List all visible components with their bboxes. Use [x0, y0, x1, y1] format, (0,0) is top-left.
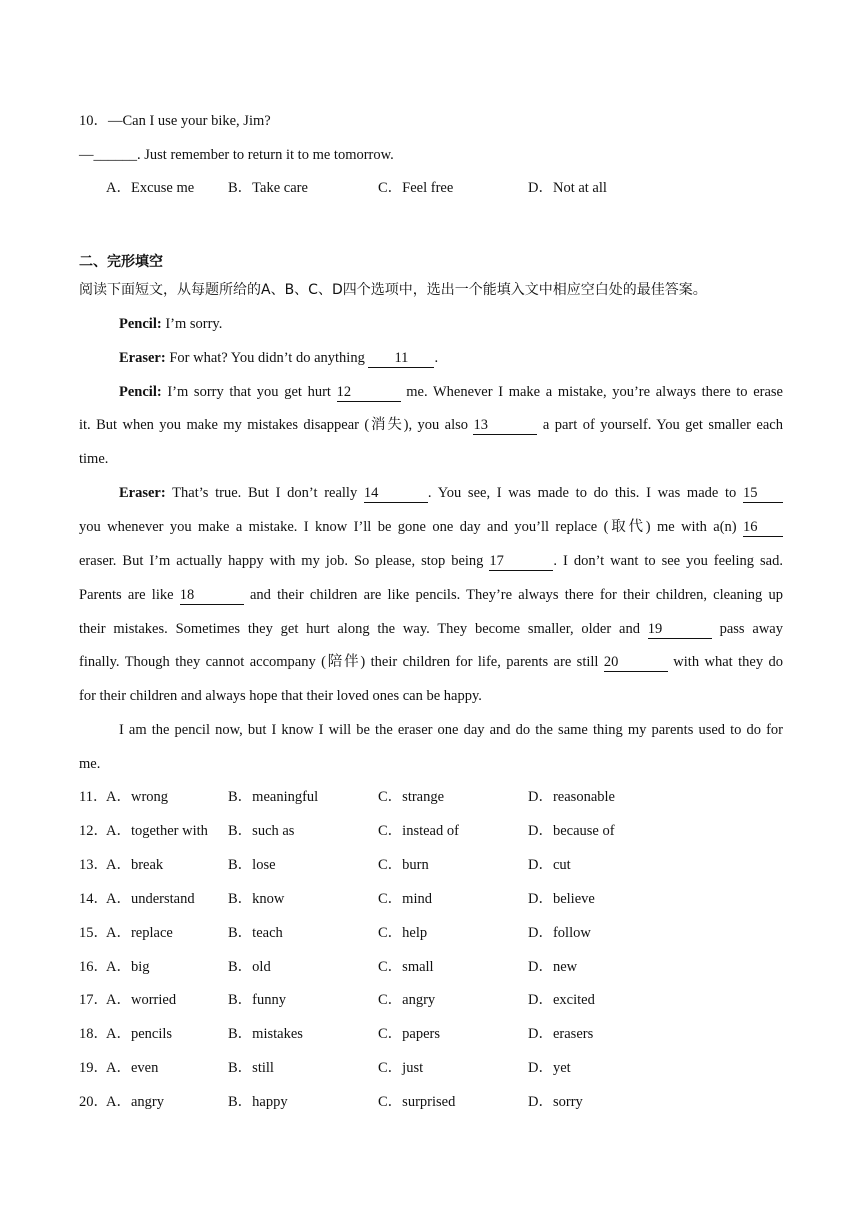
q10-option-a: A．Excuse me	[106, 180, 195, 196]
option-a: A．break	[106, 857, 164, 873]
q10-answer-blank: ______	[93, 147, 137, 163]
question-number: 14．	[79, 891, 108, 907]
option-b: B．mistakes	[228, 1026, 303, 1042]
blank-18: 18	[180, 587, 244, 605]
q10-answer-line: —______. Just remember to return it to me tomorrow.	[79, 147, 394, 163]
speaker-label: Pencil:	[119, 384, 162, 400]
option-c: C．burn	[378, 857, 429, 873]
option-d: D．new	[528, 959, 578, 975]
passage-p5-line2: me.	[79, 756, 101, 772]
option-a: A．big	[106, 959, 150, 975]
q10-question	[79, 111, 271, 131]
q10-number: 10．	[79, 113, 108, 129]
passage-p4-line2: you whenever you make a mistake. I know I’ll be gone one day and you’ll replace (取代) me with a(n) 16	[79, 517, 783, 537]
section-title: 二、完形填空	[79, 254, 163, 270]
passage-p4-line1: Eraser: That’s true. But I don’t really 14 . You see, I was made to do this. I was made to 15	[79, 483, 783, 503]
option-d: D．cut	[528, 857, 571, 873]
passage-p3-line3: time.	[79, 451, 109, 467]
question-number: 18．	[79, 1026, 108, 1042]
option-a: A．even	[106, 1060, 159, 1076]
question-number: 13．	[79, 857, 108, 873]
section-instruction: 阅读下面短文，从每题所给的A、B、C、D四个选项中，选出一个能填入文中相应空白处的最佳答案。	[79, 282, 707, 298]
option-c: C．just	[378, 1060, 424, 1076]
blank-14: 14	[364, 485, 428, 503]
blank-16: 16	[743, 519, 783, 537]
passage-p4-line3: eraser. But I’m actually happy with my job. So please, stop being 17 . I don’t want to see you feeling sad.	[79, 553, 783, 569]
question-number: 11．	[79, 789, 108, 805]
question-number: 17．	[79, 992, 108, 1008]
option-b: B．still	[228, 1060, 274, 1076]
question-number: 15．	[79, 925, 108, 941]
option-b: B．happy	[228, 1094, 288, 1110]
blank-11: 11	[368, 350, 434, 368]
option-a: A．pencils	[106, 1026, 173, 1042]
option-a: A．worried	[106, 992, 177, 1008]
option-c: C．papers	[378, 1026, 441, 1042]
option-d: D．sorry	[528, 1094, 583, 1110]
option-d: D．follow	[528, 925, 591, 941]
q10-option-b: B．Take care	[228, 180, 308, 196]
q10-option-c: C．Feel free	[378, 180, 454, 196]
option-a: A．understand	[106, 891, 195, 907]
question-number: 19．	[79, 1060, 108, 1076]
blank-12: 12	[337, 384, 401, 402]
option-c: C．surprised	[378, 1094, 456, 1110]
passage-p4-line7: for their children and always hope that their loved ones can be happy.	[79, 688, 482, 704]
option-b: B．such as	[228, 823, 295, 839]
speaker-label: Eraser:	[119, 350, 166, 366]
option-b: B．meaningful	[228, 789, 319, 805]
question-number: 20．	[79, 1094, 108, 1110]
blank-19: 19	[648, 621, 712, 639]
option-a: A．together with	[106, 823, 208, 839]
passage-p4-line6: finally. Though they cannot accompany (陪伴) their children for life, parents are still 20 with what they do	[79, 654, 783, 670]
option-c: C．small	[378, 959, 434, 975]
option-b: B．funny	[228, 992, 286, 1008]
speaker-label: Eraser:	[119, 485, 166, 501]
passage-p4-line5: their mistakes. Sometimes they get hurt along the way. They become smaller, older and 19 pass away	[79, 621, 783, 637]
option-d: D．believe	[528, 891, 595, 907]
question-number: 16．	[79, 959, 108, 975]
option-c: C．help	[378, 925, 428, 941]
option-b: B．old	[228, 959, 271, 975]
blank-20: 20	[604, 654, 668, 672]
option-c: C．instead of	[378, 823, 459, 839]
option-d: D．yet	[528, 1060, 571, 1076]
passage-paragraph-1: Pencil: I’m sorry.	[119, 316, 223, 332]
option-c: C．strange	[378, 789, 445, 805]
option-b: B．teach	[228, 925, 283, 941]
q10-option-d: D．Not at all	[528, 180, 607, 196]
option-a: A．angry	[106, 1094, 164, 1110]
passage-p3-line1: Pencil: I’m sorry that you get hurt 12 me. Whenever I make a mistake, you’re always there to erase	[119, 384, 783, 400]
option-d: D．erasers	[528, 1026, 594, 1042]
question-number: 12．	[79, 823, 108, 839]
option-d: D．because of	[528, 823, 615, 839]
blank-13: 13	[473, 417, 537, 435]
passage-p4-line4: Parents are like 18 and their children are like pencils. They’re always there for their children, cleaning up	[79, 587, 784, 603]
q10-text: —Can I use your bike, Jim?	[108, 113, 271, 129]
option-b: B．know	[228, 891, 285, 907]
passage-paragraph-2: Eraser: For what? You didn’t do anything 11 .	[119, 350, 439, 366]
option-b: B．lose	[228, 857, 276, 873]
speaker-label: Pencil:	[119, 316, 162, 332]
option-d: D．excited	[528, 992, 595, 1008]
option-c: C．angry	[378, 992, 436, 1008]
option-a: A．replace	[106, 925, 173, 941]
blank-17: 17	[489, 553, 553, 571]
option-a: A．wrong	[106, 789, 169, 805]
option-c: C．mind	[378, 891, 432, 907]
passage-p5-line1: I am the pencil now, but I know I will be the eraser one day and do the same thing my parents used to do for	[119, 722, 783, 738]
blank-15: 15	[743, 485, 783, 503]
passage-p3-line2: it. But when you make my mistakes disappear (消失), you also 13 a part of yourself. You get smaller each	[79, 417, 783, 433]
option-d: D．reasonable	[528, 789, 615, 805]
